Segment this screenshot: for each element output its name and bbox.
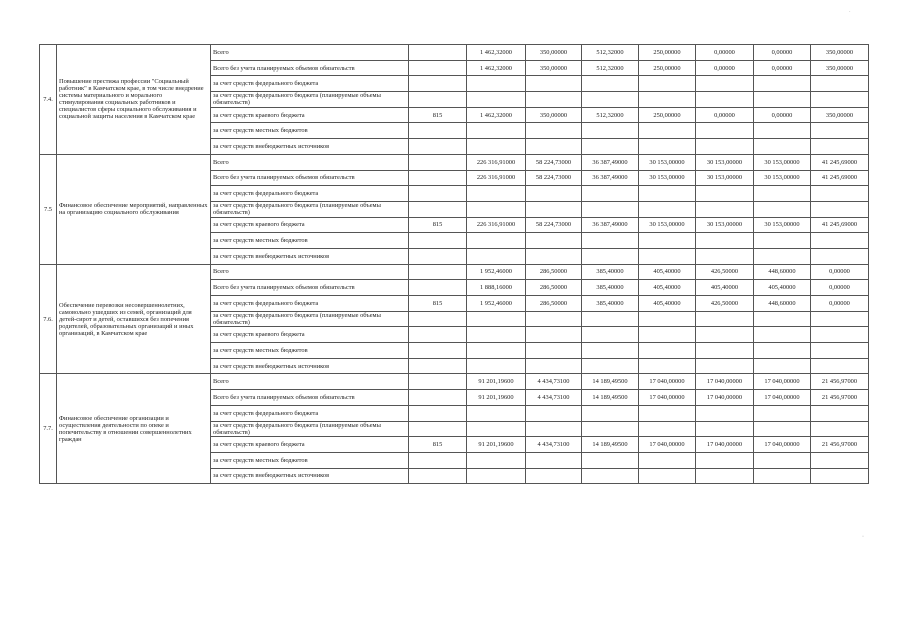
amount-cell: 91 201,19600 bbox=[467, 437, 526, 453]
amount-cell: 448,60000 bbox=[754, 264, 811, 280]
section-name: Финансовое обеспечение организации и осуществления деятельности по опеке и попечительству в отношении совершеннолетних граждан bbox=[57, 374, 211, 484]
amount-cell bbox=[526, 327, 582, 343]
funding-source-cell: за счет средств внебюджетных источников bbox=[211, 468, 409, 484]
amount-cell bbox=[526, 123, 582, 139]
amount-cell bbox=[467, 343, 526, 359]
amount-cell: 0,00000 bbox=[754, 107, 811, 123]
amount-cell bbox=[754, 201, 811, 217]
amount-cell: 0,00000 bbox=[811, 264, 869, 280]
amount-cell bbox=[526, 452, 582, 468]
budget-code-cell bbox=[409, 327, 467, 343]
budget-code-cell bbox=[409, 76, 467, 92]
funding-source-cell: за счет средств федерального бюджета bbox=[211, 76, 409, 92]
amount-cell bbox=[811, 186, 869, 202]
amount-cell: 1 952,46000 bbox=[467, 264, 526, 280]
amount-cell: 350,00000 bbox=[811, 60, 869, 76]
budget-code-cell bbox=[409, 452, 467, 468]
funding-source-cell: за счет средств федерального бюджета bbox=[211, 296, 409, 312]
amount-cell bbox=[467, 76, 526, 92]
amount-cell bbox=[696, 201, 754, 217]
amount-cell bbox=[526, 139, 582, 155]
funding-source-cell: Всего без учета планируемых объемов обязательств bbox=[211, 170, 409, 186]
funding-source-cell: Всего bbox=[211, 264, 409, 280]
amount-cell bbox=[639, 139, 696, 155]
amount-cell bbox=[811, 201, 869, 217]
budget-code-cell bbox=[409, 390, 467, 406]
amount-cell: 30 153,00000 bbox=[696, 217, 754, 233]
funding-source-cell: за счет средств федерального бюджета bbox=[211, 405, 409, 421]
amount-cell bbox=[639, 186, 696, 202]
amount-cell: 385,40000 bbox=[582, 296, 639, 312]
amount-cell bbox=[811, 248, 869, 264]
budget-code-cell bbox=[409, 248, 467, 264]
amount-cell bbox=[582, 468, 639, 484]
amount-cell bbox=[696, 92, 754, 108]
amount-cell bbox=[467, 139, 526, 155]
table-row bbox=[40, 45, 869, 61]
amount-cell bbox=[582, 248, 639, 264]
amount-cell: 14 189,49500 bbox=[582, 374, 639, 390]
amount-cell bbox=[811, 92, 869, 108]
funding-source-cell: за счет средств краевого бюджета bbox=[211, 437, 409, 453]
section-name: Обеспечение перевозки несовершеннолетних, самовольно ушедших из семей, организаций для детей-сирот и детей, оставшихся без попечения родителей, образовательных организаций и иных организаций, в Камчатском крае bbox=[57, 264, 211, 374]
amount-cell bbox=[696, 343, 754, 359]
amount-cell bbox=[754, 452, 811, 468]
amount-cell bbox=[526, 233, 582, 249]
section-name: Финансовое обеспечение мероприятий, направленных на организацию социального обслуживания bbox=[57, 154, 211, 264]
amount-cell bbox=[639, 233, 696, 249]
amount-cell: 286,50000 bbox=[526, 296, 582, 312]
amount-cell: 250,00000 bbox=[639, 107, 696, 123]
budget-code-cell bbox=[409, 358, 467, 374]
amount-cell bbox=[526, 201, 582, 217]
amount-cell: 350,00000 bbox=[526, 107, 582, 123]
funding-source-cell: за счет средств федерального бюджета (планируемые объемы обязательств) bbox=[211, 421, 409, 437]
funding-source-cell: за счет средств местных бюджетов bbox=[211, 233, 409, 249]
amount-cell bbox=[811, 405, 869, 421]
amount-cell bbox=[467, 468, 526, 484]
amount-cell bbox=[754, 468, 811, 484]
amount-cell bbox=[639, 123, 696, 139]
budget-code-cell bbox=[409, 468, 467, 484]
amount-cell bbox=[696, 468, 754, 484]
amount-cell: 17 040,00000 bbox=[639, 437, 696, 453]
amount-cell: 58 224,73000 bbox=[526, 154, 582, 170]
amount-cell bbox=[754, 123, 811, 139]
amount-cell bbox=[696, 186, 754, 202]
budget-code-cell bbox=[409, 280, 467, 296]
amount-cell bbox=[696, 327, 754, 343]
amount-cell: 350,00000 bbox=[811, 45, 869, 61]
amount-cell bbox=[582, 358, 639, 374]
amount-cell bbox=[526, 405, 582, 421]
amount-cell: 30 153,00000 bbox=[754, 170, 811, 186]
amount-cell: 41 245,69000 bbox=[811, 217, 869, 233]
funding-source-cell: Всего без учета планируемых объемов обязательств bbox=[211, 60, 409, 76]
funding-source-cell: за счет средств федерального бюджета bbox=[211, 186, 409, 202]
amount-cell: 58 224,73000 bbox=[526, 170, 582, 186]
amount-cell: 350,00000 bbox=[526, 45, 582, 61]
amount-cell bbox=[811, 421, 869, 437]
amount-cell bbox=[582, 123, 639, 139]
amount-cell: 1 888,16000 bbox=[467, 280, 526, 296]
amount-cell bbox=[754, 343, 811, 359]
amount-cell bbox=[467, 123, 526, 139]
amount-cell bbox=[639, 358, 696, 374]
amount-cell bbox=[582, 233, 639, 249]
table-row bbox=[40, 264, 869, 280]
amount-cell bbox=[467, 233, 526, 249]
amount-cell: 405,40000 bbox=[754, 280, 811, 296]
funding-source-cell: Всего без учета планируемых объемов обязательств bbox=[211, 280, 409, 296]
amount-cell bbox=[526, 421, 582, 437]
amount-cell: 250,00000 bbox=[639, 45, 696, 61]
amount-cell: 405,40000 bbox=[639, 280, 696, 296]
amount-cell: 226 316,91000 bbox=[467, 154, 526, 170]
section-number: 7.7. bbox=[40, 374, 57, 484]
funding-source-cell: за счет средств внебюджетных источников bbox=[211, 358, 409, 374]
section-number: 7.4. bbox=[40, 45, 57, 155]
amount-cell: 30 153,00000 bbox=[754, 154, 811, 170]
amount-cell bbox=[582, 139, 639, 155]
budget-code-cell bbox=[409, 264, 467, 280]
amount-cell bbox=[696, 233, 754, 249]
amount-cell: 448,60000 bbox=[754, 296, 811, 312]
amount-cell bbox=[811, 452, 869, 468]
amount-cell: 30 153,00000 bbox=[696, 170, 754, 186]
funding-source-cell: за счет средств краевого бюджета bbox=[211, 107, 409, 123]
amount-cell bbox=[811, 233, 869, 249]
amount-cell bbox=[811, 123, 869, 139]
budget-code-cell bbox=[409, 45, 467, 61]
table-row bbox=[40, 154, 869, 170]
amount-cell: 405,40000 bbox=[639, 264, 696, 280]
amount-cell: 41 245,69000 bbox=[811, 154, 869, 170]
amount-cell: 286,50000 bbox=[526, 264, 582, 280]
amount-cell: 21 456,97000 bbox=[811, 390, 869, 406]
amount-cell bbox=[696, 452, 754, 468]
budget-code-cell bbox=[409, 311, 467, 327]
amount-cell bbox=[754, 358, 811, 374]
amount-cell: 17 040,00000 bbox=[639, 374, 696, 390]
amount-cell: 0,00000 bbox=[811, 280, 869, 296]
budget-code-cell bbox=[409, 201, 467, 217]
amount-cell bbox=[639, 421, 696, 437]
amount-cell: 385,40000 bbox=[582, 264, 639, 280]
funding-source-cell: за счет средств краевого бюджета bbox=[211, 217, 409, 233]
amount-cell bbox=[754, 248, 811, 264]
amount-cell: 350,00000 bbox=[811, 107, 869, 123]
amount-cell bbox=[811, 343, 869, 359]
amount-cell: 17 040,00000 bbox=[754, 390, 811, 406]
amount-cell bbox=[754, 233, 811, 249]
amount-cell bbox=[526, 358, 582, 374]
amount-cell bbox=[696, 139, 754, 155]
amount-cell bbox=[582, 452, 639, 468]
amount-cell: 426,50000 bbox=[696, 264, 754, 280]
funding-source-cell: за счет средств внебюджетных источников bbox=[211, 248, 409, 264]
funding-source-cell: Всего без учета планируемых объемов обязательств bbox=[211, 390, 409, 406]
amount-cell bbox=[467, 452, 526, 468]
amount-cell bbox=[754, 186, 811, 202]
amount-cell bbox=[526, 468, 582, 484]
amount-cell bbox=[754, 327, 811, 343]
amount-cell: 30 153,00000 bbox=[696, 154, 754, 170]
amount-cell bbox=[467, 92, 526, 108]
budget-code-cell bbox=[409, 60, 467, 76]
amount-cell: 41 245,69000 bbox=[811, 170, 869, 186]
amount-cell: 226 316,91000 bbox=[467, 217, 526, 233]
amount-cell bbox=[639, 201, 696, 217]
amount-cell bbox=[639, 327, 696, 343]
budget-code-cell: 815 bbox=[409, 107, 467, 123]
amount-cell bbox=[467, 358, 526, 374]
budget-code-cell bbox=[409, 186, 467, 202]
funding-source-cell: за счет средств краевого бюджета bbox=[211, 327, 409, 343]
funding-source-cell: за счет средств местных бюджетов bbox=[211, 343, 409, 359]
amount-cell bbox=[582, 92, 639, 108]
budget-table bbox=[39, 44, 869, 484]
amount-cell bbox=[582, 311, 639, 327]
amount-cell bbox=[526, 76, 582, 92]
budget-code-cell bbox=[409, 405, 467, 421]
amount-cell: 1 462,32000 bbox=[467, 45, 526, 61]
amount-cell: 17 040,00000 bbox=[696, 390, 754, 406]
amount-cell bbox=[811, 311, 869, 327]
budget-code-cell: 815 bbox=[409, 296, 467, 312]
amount-cell bbox=[811, 139, 869, 155]
amount-cell: 21 456,97000 bbox=[811, 374, 869, 390]
funding-source-cell: за счет средств федерального бюджета (планируемые объемы обязательств) bbox=[211, 92, 409, 108]
amount-cell bbox=[811, 468, 869, 484]
amount-cell bbox=[696, 421, 754, 437]
amount-cell: 426,50000 bbox=[696, 296, 754, 312]
amount-cell bbox=[754, 139, 811, 155]
amount-cell: 0,00000 bbox=[754, 45, 811, 61]
amount-cell: 30 153,00000 bbox=[639, 170, 696, 186]
amount-cell: 385,40000 bbox=[582, 280, 639, 296]
amount-cell bbox=[582, 201, 639, 217]
amount-cell: 30 153,00000 bbox=[754, 217, 811, 233]
funding-source-cell: за счет средств местных бюджетов bbox=[211, 452, 409, 468]
amount-cell bbox=[467, 201, 526, 217]
budget-code-cell: 815 bbox=[409, 437, 467, 453]
funding-source-cell: Всего bbox=[211, 154, 409, 170]
budget-code-cell bbox=[409, 374, 467, 390]
amount-cell: 0,00000 bbox=[811, 296, 869, 312]
amount-cell: 512,32000 bbox=[582, 60, 639, 76]
amount-cell: 91 201,19600 bbox=[467, 374, 526, 390]
amount-cell: 0,00000 bbox=[696, 60, 754, 76]
amount-cell: 250,00000 bbox=[639, 60, 696, 76]
amount-cell: 405,40000 bbox=[639, 296, 696, 312]
amount-cell: 1 462,32000 bbox=[467, 60, 526, 76]
amount-cell bbox=[811, 358, 869, 374]
funding-source-cell: Всего bbox=[211, 45, 409, 61]
budget-code-cell bbox=[409, 92, 467, 108]
scan-speck: · bbox=[849, 10, 851, 15]
amount-cell: 286,50000 bbox=[526, 280, 582, 296]
amount-cell bbox=[754, 311, 811, 327]
amount-cell bbox=[582, 421, 639, 437]
amount-cell: 14 189,49500 bbox=[582, 437, 639, 453]
amount-cell bbox=[639, 452, 696, 468]
amount-cell: 21 456,97000 bbox=[811, 437, 869, 453]
budget-code-cell bbox=[409, 421, 467, 437]
amount-cell bbox=[639, 311, 696, 327]
amount-cell bbox=[639, 248, 696, 264]
amount-cell bbox=[754, 92, 811, 108]
amount-cell bbox=[467, 248, 526, 264]
amount-cell bbox=[526, 311, 582, 327]
budget-code-cell bbox=[409, 139, 467, 155]
budget-code-cell bbox=[409, 123, 467, 139]
amount-cell: 512,32000 bbox=[582, 107, 639, 123]
amount-cell bbox=[754, 76, 811, 92]
section-number: 7.6. bbox=[40, 264, 57, 374]
budget-code-cell bbox=[409, 233, 467, 249]
amount-cell: 0,00000 bbox=[696, 107, 754, 123]
amount-cell: 36 387,49000 bbox=[582, 170, 639, 186]
amount-cell: 30 153,00000 bbox=[639, 217, 696, 233]
amount-cell bbox=[526, 343, 582, 359]
amount-cell bbox=[582, 405, 639, 421]
amount-cell bbox=[526, 186, 582, 202]
amount-cell: 226 316,91000 bbox=[467, 170, 526, 186]
amount-cell: 4 434,73100 bbox=[526, 437, 582, 453]
amount-cell bbox=[696, 123, 754, 139]
amount-cell bbox=[467, 405, 526, 421]
amount-cell: 0,00000 bbox=[754, 60, 811, 76]
amount-cell: 17 040,00000 bbox=[754, 374, 811, 390]
amount-cell bbox=[467, 311, 526, 327]
section-number: 7.5 bbox=[40, 154, 57, 264]
amount-cell bbox=[696, 358, 754, 374]
funding-source-cell: за счет средств федерального бюджета (планируемые объемы обязательств) bbox=[211, 311, 409, 327]
amount-cell bbox=[467, 421, 526, 437]
amount-cell: 30 153,00000 bbox=[639, 154, 696, 170]
amount-cell bbox=[639, 343, 696, 359]
amount-cell: 405,40000 bbox=[696, 280, 754, 296]
amount-cell bbox=[526, 248, 582, 264]
funding-source-cell: за счет средств местных бюджетов bbox=[211, 123, 409, 139]
budget-code-cell bbox=[409, 170, 467, 186]
budget-table-sheet bbox=[39, 44, 869, 484]
amount-cell bbox=[582, 186, 639, 202]
amount-cell: 1 462,32000 bbox=[467, 107, 526, 123]
table-row bbox=[40, 374, 869, 390]
amount-cell: 17 040,00000 bbox=[696, 374, 754, 390]
amount-cell bbox=[582, 343, 639, 359]
amount-cell bbox=[811, 76, 869, 92]
amount-cell bbox=[696, 311, 754, 327]
amount-cell: 17 040,00000 bbox=[639, 390, 696, 406]
amount-cell: 0,00000 bbox=[696, 45, 754, 61]
amount-cell bbox=[696, 405, 754, 421]
amount-cell bbox=[811, 327, 869, 343]
funding-source-cell: Всего bbox=[211, 374, 409, 390]
amount-cell bbox=[582, 76, 639, 92]
funding-source-cell: за счет средств федерального бюджета (планируемые объемы обязательств) bbox=[211, 201, 409, 217]
amount-cell: 4 434,73100 bbox=[526, 374, 582, 390]
amount-cell: 36 387,49000 bbox=[582, 154, 639, 170]
amount-cell bbox=[696, 248, 754, 264]
budget-code-cell bbox=[409, 154, 467, 170]
amount-cell bbox=[639, 405, 696, 421]
amount-cell: 350,00000 bbox=[526, 60, 582, 76]
amount-cell: 58 224,73000 bbox=[526, 217, 582, 233]
amount-cell: 17 040,00000 bbox=[696, 437, 754, 453]
amount-cell: 4 434,73100 bbox=[526, 390, 582, 406]
amount-cell bbox=[639, 76, 696, 92]
budget-code-cell: 815 bbox=[409, 217, 467, 233]
amount-cell bbox=[467, 186, 526, 202]
amount-cell: 14 189,49500 bbox=[582, 390, 639, 406]
budget-code-cell bbox=[409, 343, 467, 359]
scan-speck: · bbox=[862, 534, 864, 540]
amount-cell: 1 952,46000 bbox=[467, 296, 526, 312]
amount-cell bbox=[754, 405, 811, 421]
amount-cell bbox=[639, 468, 696, 484]
amount-cell: 91 201,19600 bbox=[467, 390, 526, 406]
amount-cell bbox=[639, 92, 696, 108]
amount-cell bbox=[467, 327, 526, 343]
section-name: Повышение престижа профессии "Социальный работник" в Камчатском крае, в том числе внедрение системы материального и морального стимулирования социальных работников и специалистов сферы социального обслуживания и социальной защиты населения в Камчатском крае bbox=[57, 45, 211, 155]
amount-cell bbox=[582, 327, 639, 343]
amount-cell: 36 387,49000 bbox=[582, 217, 639, 233]
amount-cell: 17 040,00000 bbox=[754, 437, 811, 453]
amount-cell bbox=[754, 421, 811, 437]
funding-source-cell: за счет средств внебюджетных источников bbox=[211, 139, 409, 155]
amount-cell bbox=[526, 92, 582, 108]
amount-cell: 512,32000 bbox=[582, 45, 639, 61]
amount-cell bbox=[696, 76, 754, 92]
